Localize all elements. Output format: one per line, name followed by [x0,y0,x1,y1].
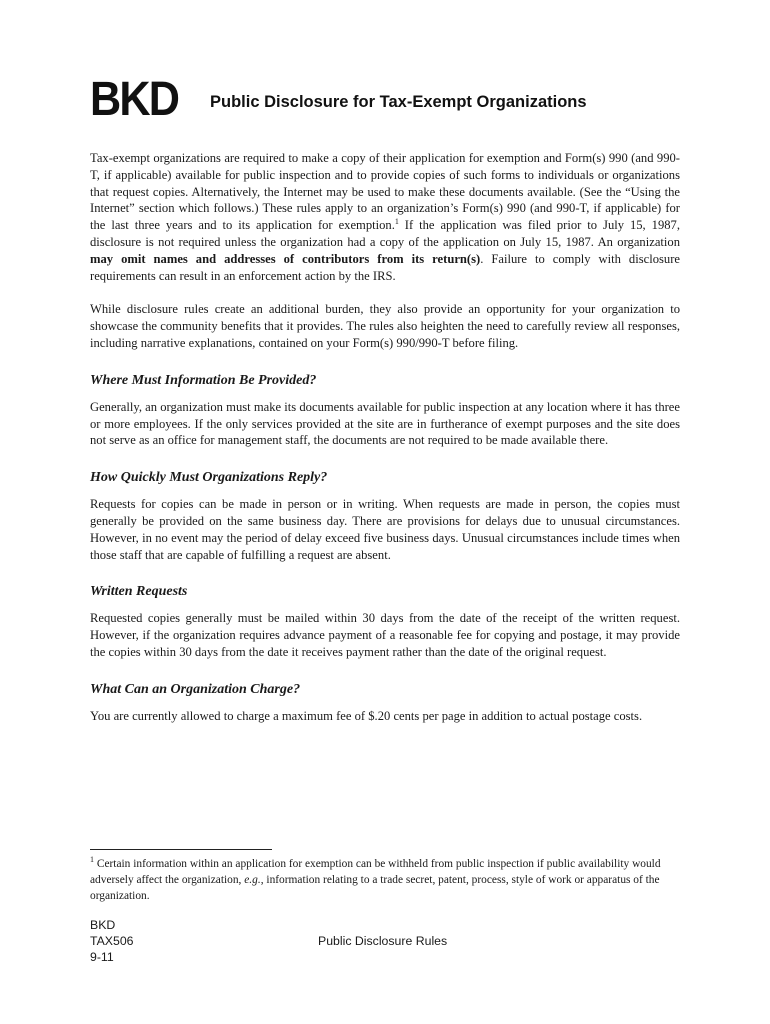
footnote-reference[interactable]: 1 [394,217,399,226]
paragraph-charge: You are currently allowed to charge a maximum fee of $.20 cents per page in addition to actual postage costs. [90,708,643,723]
paragraph-reply-time: Requests for copies can be made in person or in writing. When requests are made in person, the copies must generally be provided on the same business day. There are provisions for delays due to unusual circumstances. However, in no event may the period of delay exceed five business days. Unusual circumstances include times when those staff that are capable of fulfilling a request are absent. [90,497,680,562]
footnote [90,856,680,904]
page-title: Public Disclosure for Tax-Exempt Organizations [210,93,587,111]
footnote-text: Certain information within an application for exemption can be withheld from public inspection if public availability would adversely affect the organization, [90,858,661,886]
paragraph-written-requests: Requested copies generally must be mailed within 30 days from the date of the receipt of the written request. However, if the organization requires advance payment of a reasonable fee for copying and postage, it may provide the copies within 30 days from the date it receives payment rather than the date of the original request. [90,611,680,659]
footnote-marker: 1 [90,855,94,865]
paragraph-text: . Failure to comply with disclosure requirements can result in an enforcement action by the IRS. [90,251,680,283]
footnote-italic: e.g. [244,874,261,886]
footer-company: BKD [90,918,116,932]
paragraph-burden: While disclosure rules create an additional burden, they also provide an opportunity for your organization to showcase the community benefits that it provides. The rules also heighten the need to carefully review all responses, including narrative explanations, contained on your Form(s) 990/990-T before filing. [90,302,680,350]
bkd-logo: BKD [90,73,179,126]
footer-code: TAX506 [90,934,134,948]
heading-how-quickly: How Quickly Must Organizations Reply? [90,470,328,486]
footer-doc-id [90,917,134,965]
heading-charge: What Can an Organization Charge? [90,681,301,697]
paragraph-intro [90,150,680,284]
footnote-text: , information relating to a trade secret, patent, process, style of work or apparatus of the organization. [90,874,660,902]
document-body [90,150,680,725]
paragraph-location: Generally, an organization must make its documents available for public inspection at any location where it has three or more employees. If the only services provided at the site are in furtherance of exempt purposes and the site does not serve as an office for management staff, the documents are not required to be made available there. [90,399,680,448]
paragraph-text: Tax-exempt organizations are required to make a copy of their application for exemption and Form(s) 990 (and 990-T, if applicable) available for public inspection and to provide copies of such forms to individuals or organizations that request copies. Alternatively, the Internet may be used to make these documents available. (See the “Using the Internet” section which follows.) These rules apply to an organization’s Form(s) 990 (and 990-T, if applicable) for the last three years and to its application for exemption. [90,151,680,233]
heading-written-requests: Written Requests [90,584,188,600]
heading-where-provided: Where Must Information Be Provided? [90,372,317,388]
bold-emphasis: may omit names and addresses of contributors from its return(s) [90,251,481,266]
footer-title: Public Disclosure Rules [318,934,448,948]
footer-date: 9-11 [90,950,114,964]
footnote-divider [90,849,272,850]
paragraph-text: If the application was filed prior to July 15, 1987, disclosure is not required unless the organization had a copy of the application on July 15, 1987. An organization [90,218,680,249]
